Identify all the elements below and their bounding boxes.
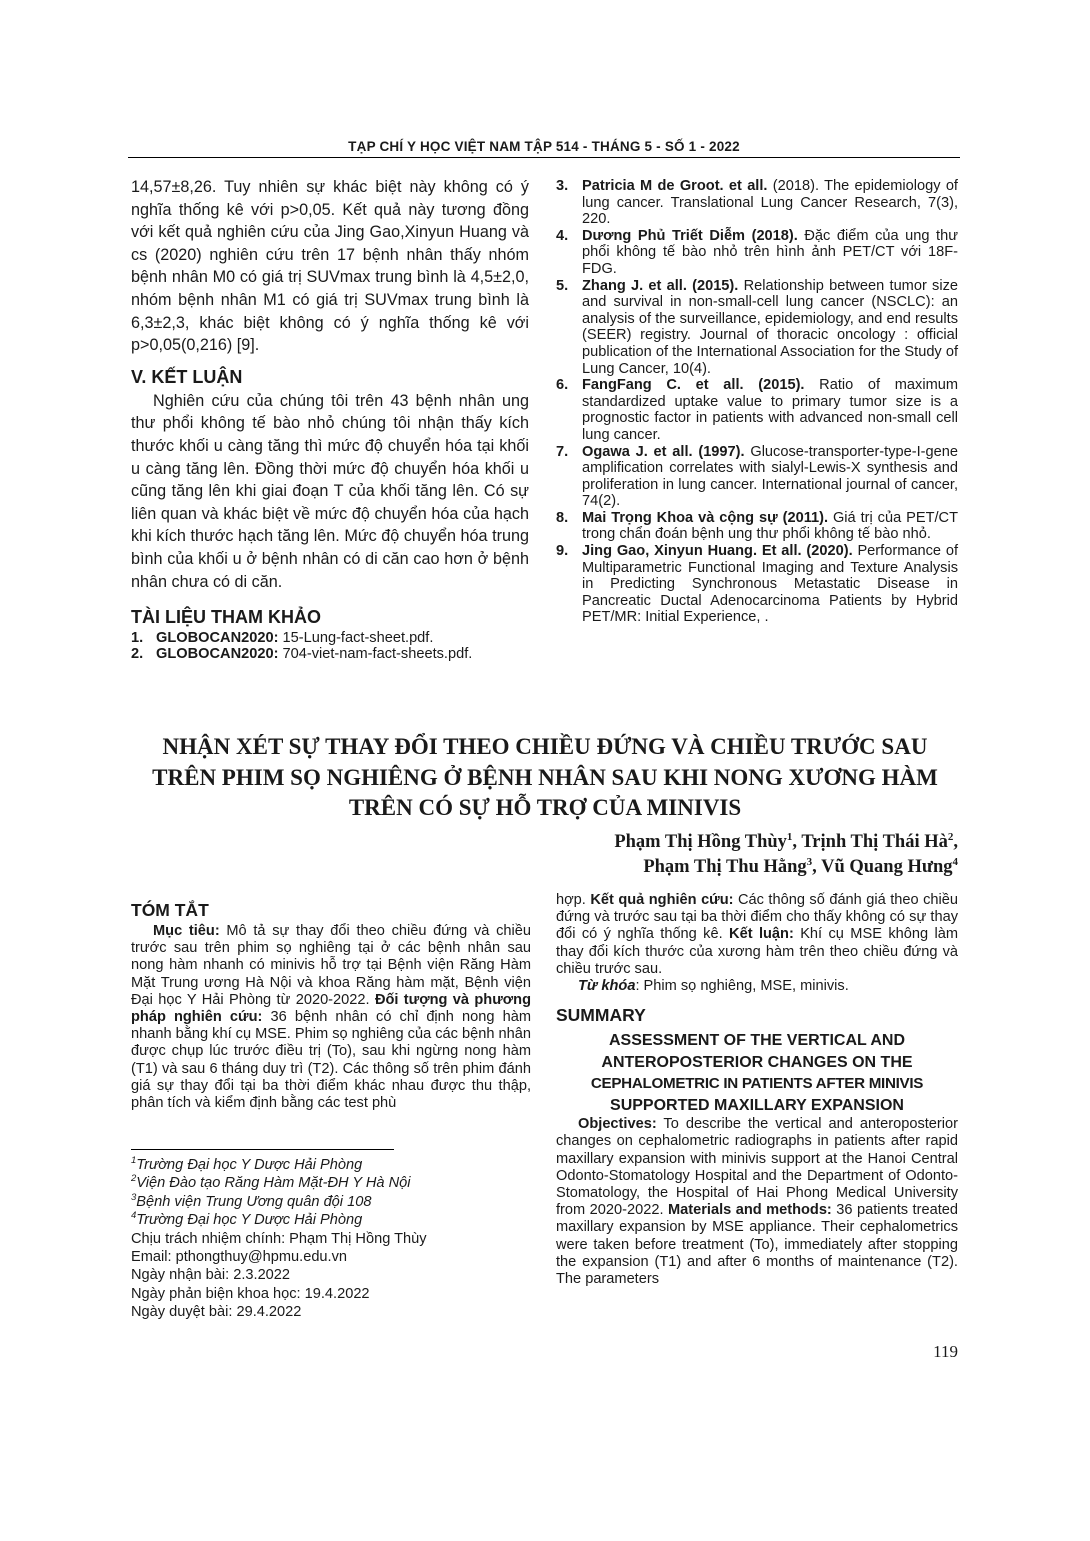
reference-text: 15-Lung-fact-sheet.pdf.: [278, 630, 434, 647]
affiliation-text: Bệnh viện Trung Ương quân đội 108: [136, 1193, 372, 1210]
author-name: Vũ Quang Hưng: [821, 857, 953, 877]
affiliation-mark: 1: [131, 1155, 137, 1167]
author-name: Phạm Thị Thu Hằng: [643, 857, 807, 877]
reference-number: 6.: [556, 377, 569, 394]
reference-number: 3.: [556, 178, 569, 194]
reference-item: [556, 178, 958, 228]
reference-number: 2.: [131, 646, 144, 663]
affiliation-3: [131, 1193, 531, 1211]
reference-number: 5.: [556, 277, 569, 294]
affiliation-mark: 4: [131, 1210, 137, 1222]
reference-number: 1.: [131, 630, 144, 647]
article-title-line: NHẬN XÉT SỰ THAY ĐỔI THEO CHIỀU ĐỨNG VÀ CHIỀU TRƯỚC SAU: [162, 734, 928, 759]
reference-author: Ogawa J. et all. (1997).: [582, 443, 745, 460]
keywords-text: : Phim sọ nghiêng, MSE, minivis.: [635, 978, 849, 995]
author-affiliation-mark: 1: [786, 830, 793, 843]
reference-text: (2018). The epidemiology of lung cancer. Translational Lung Cancer Research, 7(3), 220.: [582, 178, 958, 228]
review-date: Ngày phản biện khoa học: 19.4.2022: [131, 1285, 370, 1302]
author-separator: ,: [953, 832, 958, 852]
author-affiliation-mark: 3: [806, 855, 813, 868]
conclusion-paragraph: Nghiên cứu của chúng tôi trên 43 bệnh nhân ung thư phổi không tế bào nhỏ chúng tôi nhận thấy kích thước khối u càng tăng thì mức độ chuyển hóa tại khối u càng tăng lên. Đồng thời mức độ chuyển hóa khối u cũng tăng lên khi giai đoạn T của khối tăng lên. Có sự liên quan và khác biệt về mức độ chuyển hóa của hạch khi kích thước hạch tăng lên. Mức độ chuyển hóa trung bình của khối u ở bệnh nhân có di căn cao hơn ở bệnh nhân chưa có di căn.: [131, 391, 529, 591]
authors-line-1: [480, 830, 958, 855]
methods-text: 36 bệnh nhân có chỉ định nong hàm nhanh bằng khí cụ MSE. Phim sọ nghiêng của các bệnh nhân được chụp lúc trước điều trị (To), sau khi ngừng nong hàm (T1) và sau 6 tháng duy trì (T2). Các thông số trên phim đánh giá sự thay đổi tại ba thời điểm khác nhau được thu thập, phân tích và kiểm định bằng các test phù: [131, 1009, 531, 1112]
objectives-text: To describe the vertical and anteroposterior changes on cephalometric radiographs in patients after rapid maxillary expansion with minivis support at the Hanoi Central Odonto-Stomatology Hospital and the Department of Odonto-Stomatology, the Hospital of Hai Phong Medical University from 2020-2022.: [556, 1116, 958, 1219]
reference-item: [556, 377, 958, 443]
reference-item: [556, 228, 958, 278]
objectives-label: Objectives:: [578, 1116, 657, 1133]
conclusion-text: Khí cụ MSE không làm thay đổi kích thước của xương hàm trên theo chiều đứng và chiều trước sau.: [556, 926, 958, 977]
corresponding-email: Email: pthongthuy@hpmu.edu.vn: [131, 1249, 348, 1266]
discussion-paragraph-end: 14,57±8,26. Tuy nhiên sự khác biệt này không có ý nghĩa thống kê với p>0,05. Kết quả này tương đồng với kết quả nghiên cứu của Jing Gao,Xinyun Huang và cs (2020) nghiên cứu trên 17 bệnh nhân thấy nhóm bệnh nhân M0 có giá trị SUVmax trung bình là 4,5±2,0, nhóm bệnh nhân M1 có giá trị SUVmax trung bình là 6,3±2,3, khác biệt không có ý nghĩa thống kê với p>0,05(0,216) [9].: [131, 178, 529, 355]
author-name: Phạm Thị Hồng Thùy: [614, 832, 787, 852]
continued-text: hợp.: [556, 892, 591, 908]
affiliation-1: [131, 1156, 531, 1174]
affiliation-text: Trường Đại học Y Dược Hải Phòng: [136, 1212, 363, 1229]
affiliation-2: [131, 1174, 531, 1192]
reference-author: FangFang C. et all. (2015).: [582, 377, 805, 394]
received-date: Ngày nhận bài: 2.3.2022: [131, 1267, 291, 1284]
page-number: 119: [933, 1342, 958, 1361]
article-title: [120, 732, 970, 824]
accepted-date: Ngày duyệt bài: 29.4.2022: [131, 1304, 302, 1321]
summary-title-line: CEPHALOMETRIC IN PATIENTS AFTER MINIVIS: [590, 1075, 924, 1093]
reference-text: Đặc điểm của ung thư phổi không tế bào nhỏ trên hình ảnh PET/CT với 18F-FDG.: [582, 227, 958, 277]
affiliation-text: Trường Đại học Y Dược Hải Phòng: [136, 1157, 363, 1173]
article-authors: [480, 830, 958, 880]
summary-heading: SUMMARY: [556, 1005, 646, 1026]
authors-line-2: [480, 855, 958, 880]
references-heading: TÀI LIỆU THAM KHẢO: [131, 607, 321, 628]
reference-text: Relationship between tumor size and survival in non-small-cell lung cancer (NSCLC): an analysis of the surveillance, epidemiology, and end results (SEER) registry. Journal of thoracic oncology : official publication of the International Association for the Study of Lung Cancer, 10(4).: [582, 277, 958, 377]
article-title-line: TRÊN PHIM SỌ NGHIÊNG Ở BỆNH NHÂN SAU KHI NONG XƯƠNG HÀM: [152, 764, 938, 790]
materials-methods-label: Materials and methods:: [667, 1202, 832, 1219]
methods-label: Đối tượng và phương pháp nghiên cứu:: [131, 991, 531, 1026]
objective-text: Mô tả sự thay đổi theo chiều đứng và chiều trước sau trên phim sọ nghiêng tại ở các bệnh nhân sau nong hàm nhanh có minivis hỗ trợ tại Bệnh viện Răng Hàm Mặt Trung ương Hà Nội và khoa Răng hàm mặt, Bệnh viện Đại học Y Hải Phòng từ 2020-2022.: [131, 923, 531, 1008]
author-affiliation-mark: 2: [947, 830, 954, 843]
reference-text: 704-viet-nam-fact-sheets.pdf.: [278, 646, 473, 663]
affiliation-mark: 3: [131, 1191, 137, 1203]
article-title-line: TRÊN CÓ SỰ HỖ TRỢ CỦA MINIVIS: [348, 795, 742, 820]
reference-author: Zhang J. et all. (2015).: [582, 277, 739, 294]
materials-methods-text: 36 patients treated maxillary expansion by MSE appliance. Their cephalometrics were taken before treatment (To), immediately after stopping the expansion (T1) and after 6 months of maintenance (T2). The parameters: [556, 1202, 958, 1288]
abstract-vi: [131, 900, 531, 1112]
keywords-label: Từ khóa: [578, 978, 636, 995]
abstract-continued: [556, 892, 958, 1288]
reference-item: [556, 444, 958, 510]
reference-author: GLOBOCAN2020:: [156, 630, 279, 647]
summary-title-line: ASSESSMENT OF THE VERTICAL AND: [608, 1032, 906, 1050]
reference-author: GLOBOCAN2020:: [156, 646, 279, 663]
left-column-top: [131, 176, 529, 663]
reference-number: 4.: [556, 227, 569, 244]
reference-text: Glucose-transporter-type-I-gene amplification correlates with sialyl-Lewis-X synthesis and proliferation in lung cancer. International journal of cancer, 74(2).: [582, 443, 958, 510]
objective-label: Mục tiêu:: [153, 923, 220, 939]
reference-text: Giá trị của PET/CT trong chẩn đoán bệnh ung thư phổi không tế bào nhỏ.: [582, 509, 958, 543]
header-rule: [128, 157, 960, 158]
affiliation-4: [131, 1211, 531, 1229]
summary-title-line: SUPPORTED MAXILLARY EXPANSION: [610, 1096, 904, 1114]
author-separator: ,: [792, 832, 802, 852]
reference-author: Mai Trọng Khoa và cộng sự (2011).: [582, 509, 829, 526]
conclusion-heading: V. KẾT LUẬN: [131, 366, 243, 387]
reference-item: [131, 646, 529, 662]
reference-text: Ratio of maximum standardized uptake value to primary tumor size is a prognostic factor in patients with advanced non-small cell lung cancer.: [582, 377, 958, 443]
footnotes: [131, 1156, 531, 1322]
summary-title: [556, 1030, 958, 1116]
results-label: Kết quả nghiên cứu:: [590, 892, 734, 908]
abstract-vi-heading: TÓM TẮT: [131, 900, 209, 920]
reference-item: [556, 510, 958, 543]
reference-author: Jing Gao, Xinyun Huang. Et all. (2020).: [582, 543, 853, 560]
journal-running-header: TẠP CHÍ Y HỌC VIỆT NAM TẬP 514 - THÁNG 5 - SỐ 1 - 2022: [348, 139, 740, 154]
reference-item: [556, 543, 958, 626]
results-text: Các thông số đánh giá theo chiều đứng và trước sau tại ba thời điểm cho thấy không có sự thay đổi có ý nghĩa thống kê.: [556, 892, 958, 943]
right-column-top: [556, 178, 958, 626]
author-name: Trịnh Thị Thái Hà: [801, 832, 948, 852]
reference-item: [556, 278, 958, 378]
references-list-left: [131, 630, 529, 662]
author-separator: ,: [812, 857, 822, 877]
reference-author: Dương Phủ Triết Diễm (2018).: [582, 227, 798, 244]
corresponding-author: Chịu trách nhiệm chính: Phạm Thị Hồng Thùy: [131, 1230, 427, 1247]
conclusion-label: Kết luận:: [729, 926, 794, 943]
reference-text: Performance of Multiparametric Functional Imaging and Texture Analysis in Predicting Synchronous Metastatic Disease in Pancreatic Ductal Adenocarcinoma Patients by Hybrid PET/MR: Initial Experience, .: [582, 543, 958, 626]
reference-number: 9.: [556, 543, 569, 560]
reference-number: 8.: [556, 509, 569, 526]
affiliation-mark: 2: [131, 1173, 137, 1185]
reference-item: [131, 630, 529, 646]
keywords: [556, 978, 958, 995]
author-affiliation-mark: 4: [952, 855, 958, 868]
abstract-vi-body: [131, 923, 531, 1112]
abstract-vi-continued: [556, 892, 958, 978]
summary-body: [556, 1116, 958, 1288]
summary-title-line: ANTEROPOSTERIOR CHANGES ON THE: [601, 1053, 913, 1071]
reference-number: 7.: [556, 443, 569, 460]
affiliation-text: Viện Đào tạo Răng Hàm Mặt-ĐH Y Hà Nội: [136, 1175, 411, 1192]
reference-author: Patricia M de Groot. et all.: [582, 178, 768, 194]
references-list-right: [556, 178, 958, 626]
footnote-rule: [131, 1149, 394, 1150]
